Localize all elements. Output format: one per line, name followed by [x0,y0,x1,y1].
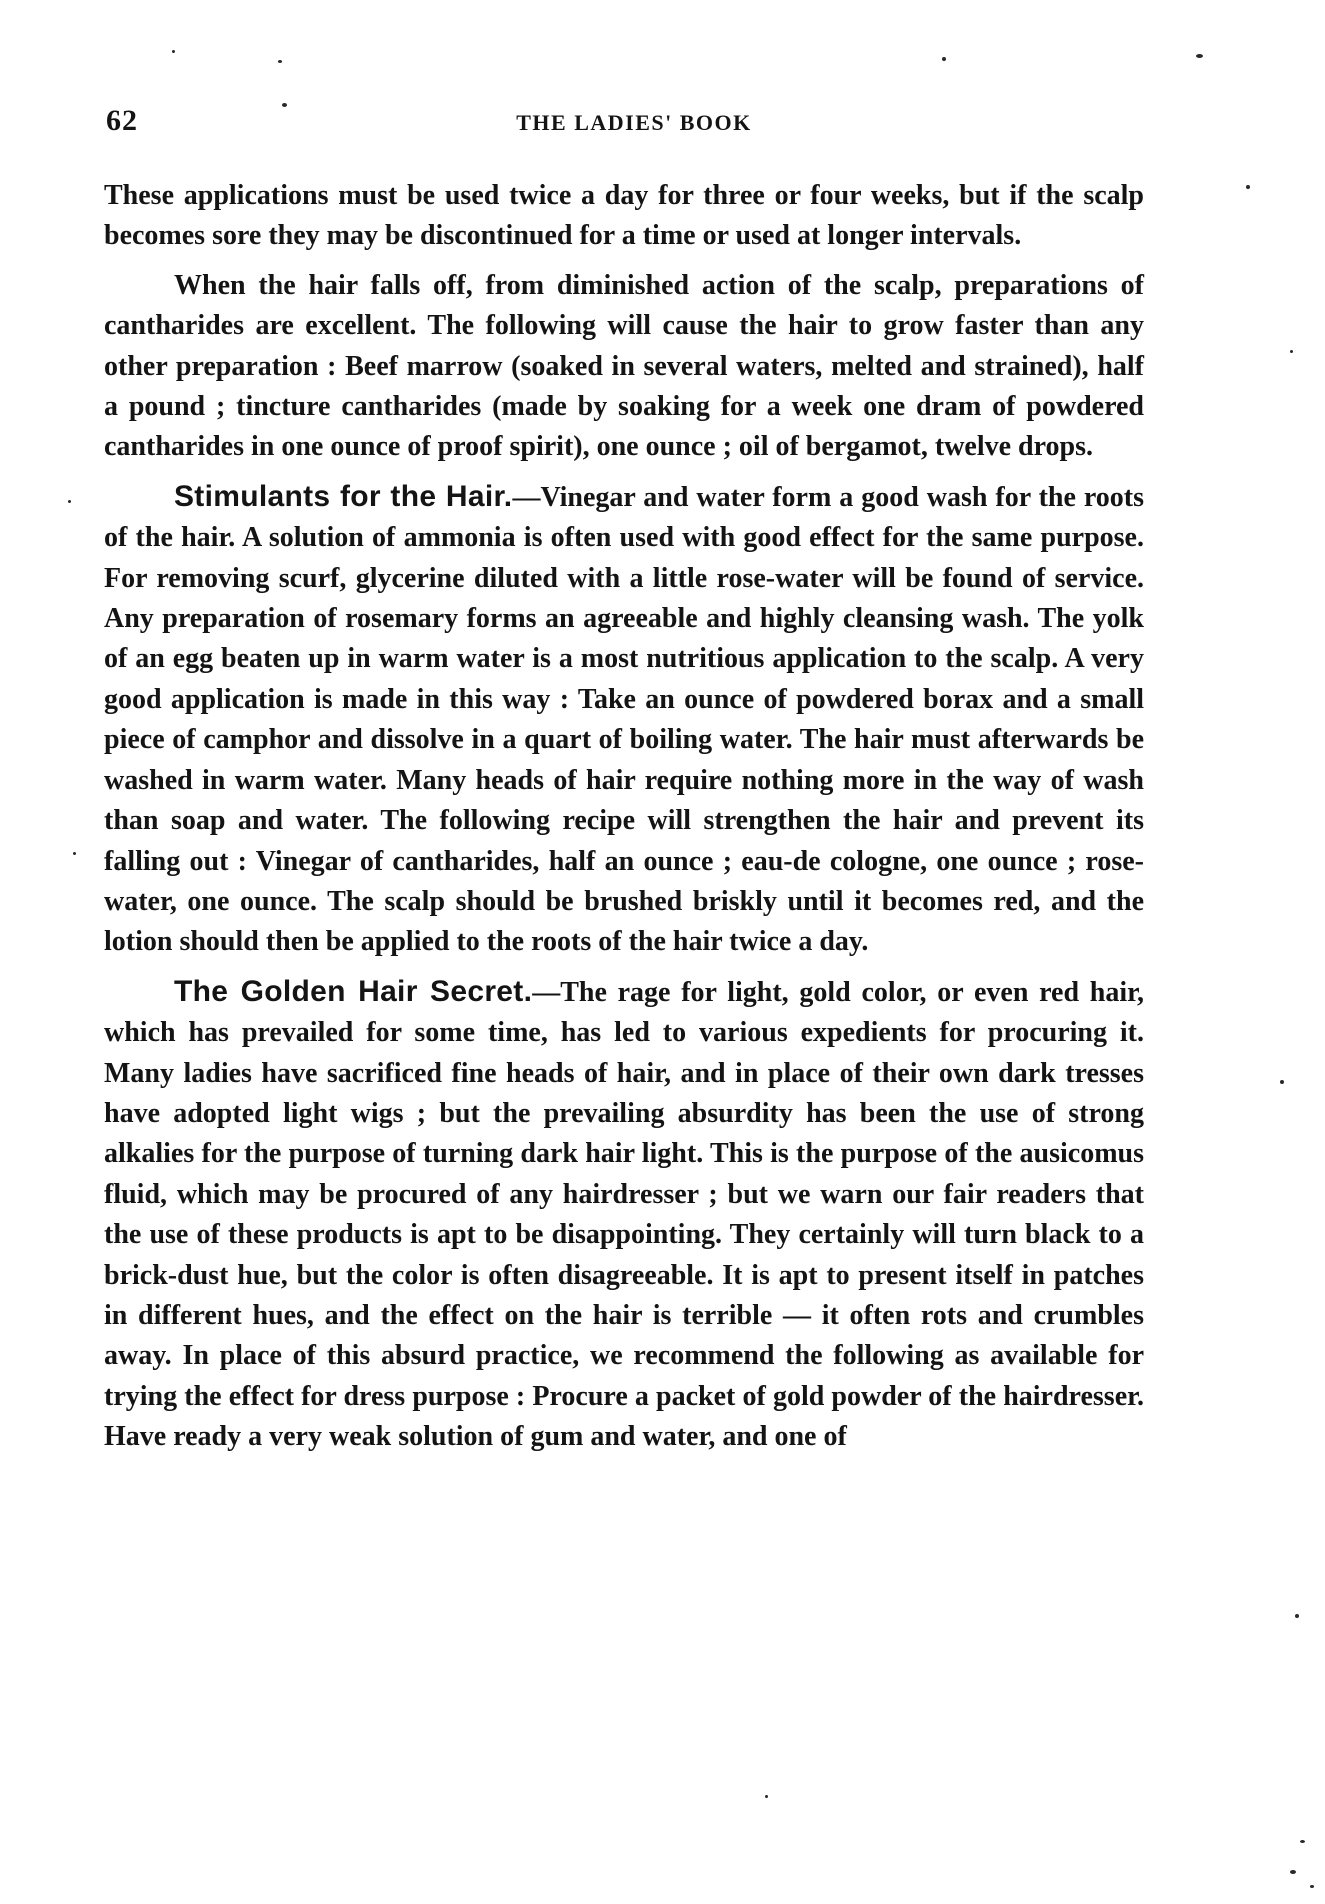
scan-speck [278,60,282,63]
section-heading-stimulants: Stimulants for the Hair. [174,479,513,513]
body-text [104,176,1144,1467]
scan-speck [942,57,946,61]
scan-speck [282,103,287,107]
paragraph-text: —Vinegar and water form a good wash for the roots of the hair. A solution of ammonia is often used with good effect for the same purpose. For removing scurf, glycerine diluted with a little rose-water will be found of service. Any preparation of rosemary forms an agreeable and highly cleansing wash. The yolk of an egg beaten up in warm water is a most nutritious application to the scalp. A very good application is made in this way : Take an ounce of powdered borax and a small piece of camphor and dissolve in a quart of boiling water. The hair must afterwards be washed in warm water. Many heads of hair require nothing more in the way of wash than soap and water. The following recipe will strengthen the hair and prevent its falling out : Vinegar of cantharides, half an ounce ; eau-de cologne, one ounce ; rose-water, one ounce. The scalp should be brushed briskly until it becomes red, and the lotion should then be applied to the roots of the hair twice a day. [104,481,1144,958]
scan-speck [1300,1840,1305,1843]
scan-speck [1246,185,1250,189]
scan-speck [1310,1885,1314,1888]
scan-speck [172,50,175,53]
page-header [104,104,1144,144]
scan-speck [765,1795,768,1798]
paragraph-golden-hair [104,972,1144,1458]
scan-speck [1196,54,1203,58]
scan-speck [1290,1870,1296,1874]
scan-speck [68,500,71,503]
paragraph-stimulants [104,477,1144,963]
scan-speck [1295,1614,1299,1618]
scan-speck [1290,350,1293,353]
paragraph-continued [104,176,1144,257]
scan-speck [73,852,76,855]
page-number: 62 [106,104,138,137]
paragraph-text: These applications must be used twice a day for three or four weeks, but if the scalp becomes sore they may be discontinued for a time or used at longer intervals. [104,180,1144,252]
scan-speck [1280,1080,1284,1084]
paragraph-text: —The rage for light, gold color, or even red hair, which has prevailed for some time, has led to various expedients for procuring it. Many ladies have sacrificed fine heads of hair, and in place of their own dark tresses have adopted light wigs ; but the prevailing absurdity has been the use of strong alkalies for the purpose of turning dark hair light. This is the purpose of the ausicomus fluid, which may be procured of any hairdresser ; but we warn our fair readers that the use of these products is apt to be disappointing. They certainly will turn black to a brick-dust hue, but the color is often disagreeable. It is apt to present itself in patches in different hues, and the effect on the hair is terrible — it often rots and crumbles away. In place of this absurd practice, we recommend the following as available for trying the effect for dress purpose : Procure a packet of gold powder of the hairdresser. Have ready a very weak solution of gum and water, and one of [104,976,1144,1453]
paragraph-cantharides [104,266,1144,468]
paragraph-text: When the hair falls off, from diminished action of the scalp, preparations of cantharides are excellent. The following will cause the hair to grow faster than any other preparation : Beef marrow (soaked in several waters, melted and strained), half a pound ; tincture cantharides (made by soaking for a week one dram of powdered cantharides in one ounce of proof spirit), one ounce ; oil of bergamot, twelve drops. [104,269,1144,463]
section-heading-golden-hair: The Golden Hair Secret. [174,974,533,1008]
running-head: THE LADIES' BOOK [516,110,752,135]
